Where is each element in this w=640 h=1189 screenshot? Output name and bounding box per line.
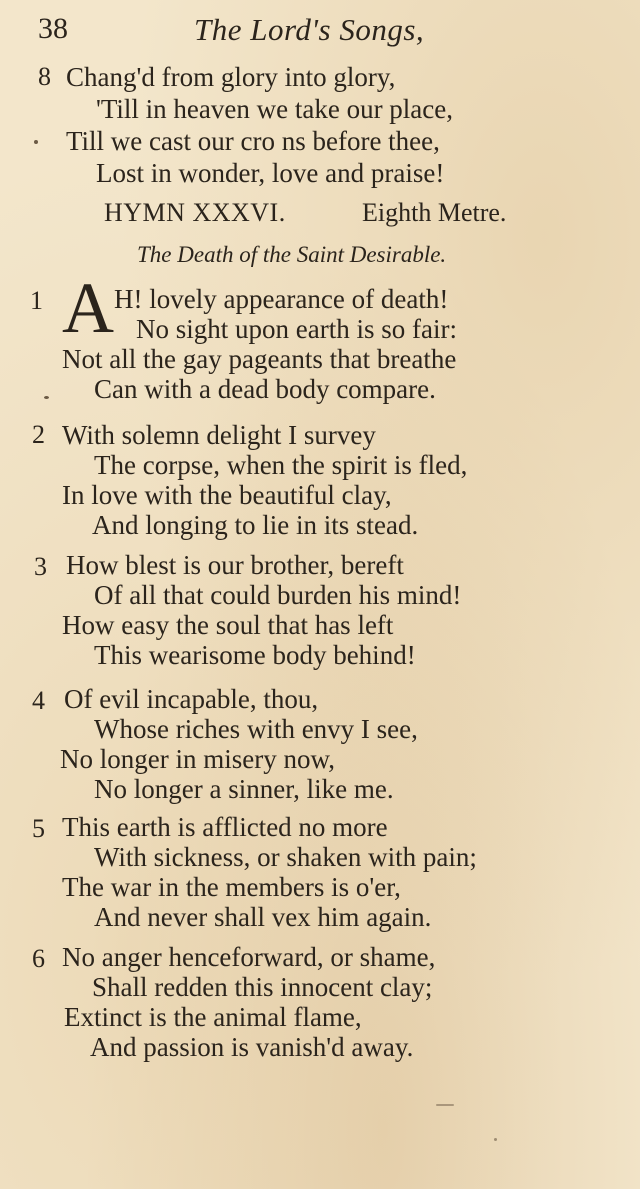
ink-speck <box>34 140 38 144</box>
hymn-subtitle: The Death of the Saint Desirable. <box>137 242 447 267</box>
verse-line: Can with a dead body compare. <box>94 374 436 404</box>
verse-line: No longer a sinner, like me. <box>94 774 394 804</box>
verse-line: Whose riches with envy I see, <box>94 714 418 744</box>
verse-line: The corpse, when the spirit is fled, <box>94 450 468 480</box>
stanza-number: 2 <box>32 420 45 449</box>
verse-line: Not all the gay pageants that breathe <box>62 344 457 374</box>
stanza-number: 1 <box>30 286 43 315</box>
stanza-number: 5 <box>32 814 45 843</box>
verse-line: With solemn delight I survey <box>62 420 376 450</box>
verse-line: Of all that could burden his mind! <box>94 580 462 610</box>
hymn-heading: HYMN XXXVI. <box>104 198 286 227</box>
verse-line: And passion is vanish'd away. <box>90 1032 414 1062</box>
verse-line: This earth is afflicted no more <box>62 812 388 842</box>
running-title: The Lord's Songs, <box>194 12 425 47</box>
verse-line: Shall redden this innocent clay; <box>92 972 433 1002</box>
verse-line: With sickness, or shaken with pain; <box>94 842 477 872</box>
verse-line: No longer in misery now, <box>60 744 335 774</box>
verse-line: How easy the soul that has left <box>62 610 394 640</box>
page-number: 38 <box>38 12 68 45</box>
verse-line: Chang'd from glory into glory, <box>66 62 396 92</box>
verse-line: No sight upon earth is so fair: <box>136 314 457 344</box>
drop-cap: A <box>62 268 114 348</box>
ink-speck <box>494 1138 497 1141</box>
verse-line: And never shall vex him again. <box>94 902 432 932</box>
hymn-metre: Eighth Metre. <box>362 198 507 227</box>
verse-line: In love with the beautiful clay, <box>62 480 392 510</box>
stanza-number: 3 <box>34 552 47 581</box>
ink-speck <box>436 1104 454 1106</box>
stanza-number: 8 <box>38 62 51 91</box>
verse-line: The war in the members is o'er, <box>62 872 401 902</box>
verse-line: Of evil incapable, thou, <box>64 684 319 714</box>
verse-line: No anger henceforward, or shame, <box>62 942 436 972</box>
verse-line: And longing to lie in its stead. <box>92 510 419 540</box>
verse-line: How blest is our brother, bereft <box>66 550 404 580</box>
verse-line: Lost in wonder, love and praise! <box>96 158 445 188</box>
stanza-number: 6 <box>32 944 45 973</box>
verse-line: This wearisome body behind! <box>94 640 416 670</box>
verse-line: Extinct is the animal flame, <box>64 1002 362 1032</box>
ink-speck <box>44 396 49 399</box>
verse-line: Till we cast our cro ns before thee, <box>66 126 440 156</box>
verse-line: 'Till in heaven we take our place, <box>96 94 454 124</box>
verse-line: H! lovely appearance of death! <box>114 284 449 314</box>
stanza-number: 4 <box>32 686 45 715</box>
